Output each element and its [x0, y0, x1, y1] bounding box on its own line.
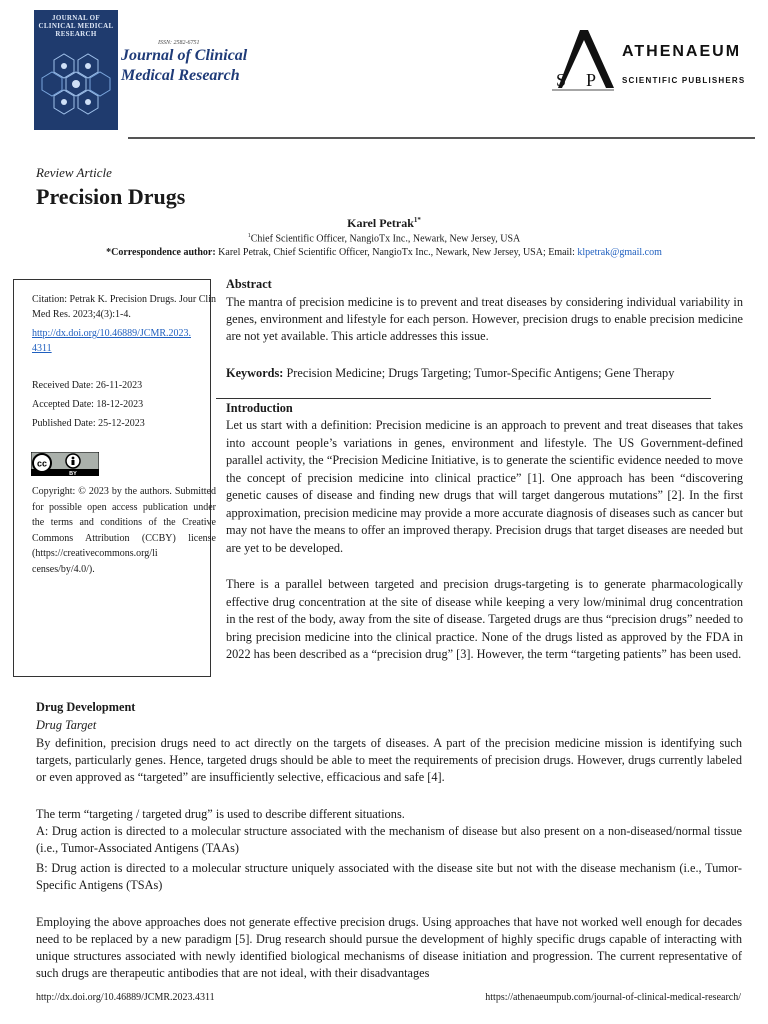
footer-doi[interactable]: http://dx.doi.org/10.46889/JCMR.2023.4311 [36, 992, 215, 1003]
journal-title-line1: Journal of Clinical [121, 47, 248, 64]
svg-text:P: P [586, 70, 597, 90]
journal-title [121, 46, 247, 86]
abstract-text: The mantra of precision medicine is to prevent and treat diseases by considering individual variability in genes, environment and lifestyle for each person. However, precision drugs to enable precision medicine are not yet available. This article addresses this issue. [226, 295, 743, 343]
introduction-paragraph-2: There is a parallel between targeted and precision drugs-targeting is to generate pharmacologically effective drug concentration at the site of disease while keeping a very low/minimal drug concentration in the rest of the body, away from the site of disease. Targeted drugs are thus “precision drugs” needed to bring precision medicine into the clinical practice. None of the drugs listed as approved by the FDA in 2022 has been described as a “precision drug” [3]. However, the term “targeting patients” has been used. [226, 577, 743, 661]
athenaeum-logo-icon [548, 30, 618, 92]
journal-cover-image [34, 10, 118, 130]
cover-title: JOURNAL OF CLINICAL MEDICAL RESEARCH [38, 14, 114, 38]
keywords-text: Precision Medicine; Drugs Targeting; Tumor-Specific Antigens; Gene Therapy [283, 366, 675, 380]
author-name: Karel Petrak [347, 216, 414, 230]
journal-title-line2: Medical Research [121, 67, 240, 84]
correspondence-text: Karel Petrak, Chief Scientific Officer, NangioTx Inc., Newark, New Jersey, USA; Email: [215, 247, 578, 258]
affiliation-sup: 1 [247, 233, 251, 239]
received-date: Received Date: 26-11-2023 [32, 380, 143, 391]
doi-link[interactable] [32, 326, 216, 356]
doi-link-line2[interactable]: 4311 [32, 343, 52, 354]
issn: ISSN: 2582-6751 [158, 40, 200, 46]
header-divider [128, 137, 755, 139]
affiliation-text: Chief Scientific Officer, NangioTx Inc., Newark, New Jersey, USA [250, 233, 521, 245]
introduction-heading [226, 400, 743, 417]
author [0, 216, 768, 231]
introduction-heading-text: Introduction [226, 401, 293, 415]
drug-target-subheading: Drug Target [36, 718, 97, 732]
article-title: Precision Drugs [36, 184, 186, 209]
drug-development-paragraph-2: The term “targeting / targeted drug” is used to describe different situations. [36, 807, 405, 821]
drug-development-paragraph-3: A: Drug action is directed to a molecular structure associated with the mechanism of disease but also present on a non-diseased/normal tissue (i.e., Tumor-Associated Antigens (TAAs) [36, 824, 742, 855]
article-info-box [13, 279, 216, 677]
drug-development-heading-text: Drug Development [36, 700, 136, 714]
introduction-paragraph-1: Let us start with a definition: Precision medicine is an approach to prevent and treat diseases that takes into account people’s variations in genes, environment and lifestyle. The US Government-defined parallel activity, the “Precision Medicine Initiative, is to generate the scientific evidence needed to move the concept of precision medicine into clinical practice” [1]. One approach has been “discovering genetic causes of disease and finding new drugs that will target dangerous mutations” [2]. In the first approximation, precision medicine may provide a more accurate diagnosis of diseases such as cancer but may not have the means to offer an improved therapy. Precision drugs that target diseases are needed but are yet to be developed. [226, 418, 743, 555]
copyright-notice: Copyright: © 2023 by the authors. Submitted for possible open access publication under the terms and conditions of the Creative Commons Attribution (CCBY) license (https://creativecommons.org/li censes/by/4.0/). [32, 486, 216, 575]
svg-text:S: S [556, 70, 567, 90]
keywords-label: Keywords: [226, 366, 284, 380]
publisher-name: ATHENAEUM [622, 43, 742, 60]
drug-development-paragraph-4: B: Drug action is directed to a molecular structure uniquely associated with the disease site but not with the disease mechanism (i.e., Tumor-Specific Antigens (TSAs) [36, 861, 742, 892]
drug-development-heading [36, 699, 742, 716]
drug-development-paragraph-5: Employing the above approaches does not generate effective precision drugs. Using approaches that have not worked well enough for decades need to be replaced by a new paradigm [5]. Drug research should pursue the development of highly specific drugs capable of interacting with unique structures associated with newly identified biological mechanisms of disease initiation and progression. The current representative of such drugs are therapeutic antibodies that are not ideal, with their disadvantages [36, 915, 742, 980]
footer-url[interactable]: https://athenaeumpub.com/journal-of-clinical-medical-research/ [485, 992, 741, 1003]
correspondence [0, 247, 768, 258]
publisher-subtitle: SCIENTIFIC PUBLISHERS [622, 76, 746, 85]
author-sup: 1* [413, 216, 421, 224]
email-link[interactable]: klpetrak@gmail.com [577, 247, 662, 258]
abstract-heading [226, 276, 743, 293]
svg-text:cc: cc [36, 458, 48, 469]
abstract-heading-text: Abstract [226, 277, 272, 291]
correspondence-label: *Correspondence author: [106, 247, 216, 258]
section-divider [216, 398, 711, 399]
affiliation [0, 233, 768, 244]
citation: Citation: Petrak K. Precision Drugs. Jour Clin Med Res. 2023;4(3):1-4. [32, 294, 216, 320]
keywords [226, 365, 743, 382]
accepted-date: Accepted Date: 18-12-2023 [32, 399, 144, 410]
drug-development-paragraph-1: By definition, precision drugs need to act directly on the targets of diseases. A part of the precision medicine mission is identifying such targets, particularly genes. Hence, targeted drugs should be able to meet the requirements of precision drugs. However, drugs currently labeled or even approved as “targeted” are insufficiently selective, efficacious and safe [4]. [36, 736, 742, 784]
article-type: Review Article [36, 165, 112, 180]
cc-by-label: BY [69, 471, 77, 476]
published-date: Published Date: 25-12-2023 [32, 418, 145, 429]
creative-commons-icon [31, 452, 99, 476]
doi-link-line1[interactable]: http://dx.doi.org/10.46889/JCMR.2023. [32, 328, 191, 339]
